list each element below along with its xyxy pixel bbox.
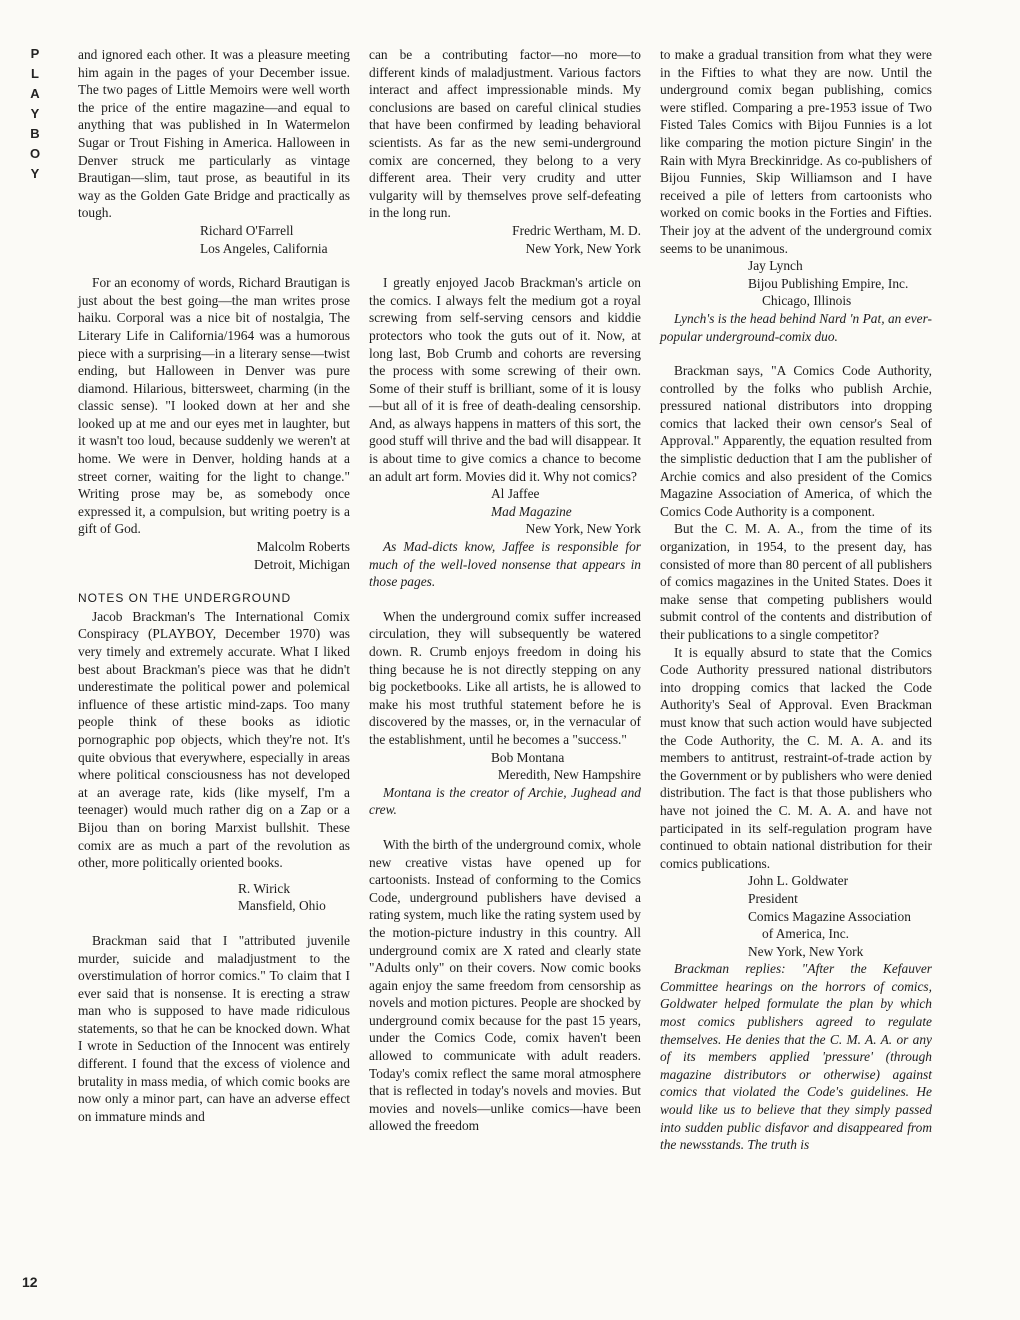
editor-note: As Mad-dicts know, Jaffee is responsible for much of the well-loved nonsense that appears in those pages. bbox=[369, 539, 641, 590]
section-heading: NOTES ON THE UNDERGROUND bbox=[78, 591, 292, 606]
signature-name: John L. Goldwater bbox=[748, 873, 849, 889]
signature-title: President bbox=[748, 890, 798, 906]
signature-name: Al Jaffee bbox=[491, 486, 540, 502]
masthead-letter: Y bbox=[30, 106, 40, 121]
letter-paragraph: With the birth of the underground comix, whole new creative vistas have opened up for cartoonists. Instead of conforming to the Comics Code, underground publishers have devised a rating system, much like the rating system used by the motion-picture industry in this country. All underground comix are X rated and clearly state "Adults only" on their covers. Now comic books again enjoy the same freedom from censorship as novels and motion pictures. People are shocked by underground comix because for the past 15 years, under the Comics Code, comix haven't been allowed to communicate with adult readers. Today's comix reflect the same moral atmosphere that is reflected in today's novels and movies. But movies and novels—unlike comics—have been allowed the freedom bbox=[369, 836, 641, 1134]
signature-name: Malcolm Roberts bbox=[256, 539, 350, 555]
masthead-letter: L bbox=[31, 66, 39, 81]
masthead-letter: B bbox=[30, 126, 40, 141]
signature-name: Bob Montana bbox=[491, 749, 565, 765]
letter-paragraph: But the C. M. A. A., from the time of its organization, in 1954, to the present day, has consisted of more than 80 percent of all publishers of comics magazines in the United States. Does it make sense that competing publishers would submit control of the contents and distribution of their publications to a single competitor? bbox=[660, 521, 932, 642]
letter-paragraph: can be a contributing factor—no more—to different kinds of maladjustment. Various factors interact and affect impressionable minds. My conclusions are based on careful clinical studies that have been confirmed by leading behavioral scientists. As far as the new semi-underground comix are concerned, they belong to a very different area. Their very crudity and utter vulgarity will by themselves prove self-defeating in the long run. bbox=[369, 47, 641, 221]
signature-organization: Bijou Publishing Empire, Inc. bbox=[748, 275, 909, 291]
signature-organization: of America, Inc. bbox=[762, 926, 849, 942]
letter-paragraph: I greatly enjoyed Jacob Brackman's article on the comics. I always felt the medium got a royal screwing from self-serving censors and kiddie protectors who took the guts out of it. Now, at long last, Bob Crumb and cohorts are reversing the process with some screwing of their own. Some of their stuff is brilliant, some of it is lousy—but all of it is free of death-dealing censorship. And, as always happens in matters of this sort, the good stuff will thrive and the bad will disappear. It is about time to give comics a chance to become an adult art form. Movies did it. Why not comics? bbox=[369, 275, 641, 484]
letter-paragraph: Brackman says, "A Comics Code Authority, controlled by the folks who publish Archie, pressured national distributors into dropping comics that lacked their own censor's Seal of Approval." Apparently, the equation resulted from the simplistic deduction that I am the publisher of Archie comics and also president of the Comics Magazine Association of America, of which the Comics Code Authority is a component. bbox=[660, 363, 932, 519]
signature-place: Mansfield, Ohio bbox=[238, 898, 326, 914]
letter-paragraph: to make a gradual transition from what they were in the Fifties to what they are now. Until the underground comix began publishing, comics were stifled. Comparing a pre-1953 issue of Two Fisted Tales Comics with Bijou Funnies is a lot like comparing the motion picture Singin' in the Rain with Myra Breckinridge. As co-publishers of Bijou Funnies, Skip Williamson and I have received a pile of letters from cartoonists who worked on comic books in the Forties and Fifties. Their joy at the advent of the underground comix seems to be unanimous. bbox=[660, 47, 932, 256]
signature-name: Fredric Wertham, M. D. bbox=[512, 222, 641, 238]
signature-name: R. Wirick bbox=[238, 880, 291, 896]
signature-place: New York, New York bbox=[748, 943, 864, 959]
masthead-letter: A bbox=[30, 86, 40, 101]
signature-place: New York, New York bbox=[525, 521, 641, 537]
signature-name: Jay Lynch bbox=[748, 258, 803, 274]
editor-note: Montana is the creator of Archie, Jughead and crew. bbox=[369, 784, 641, 818]
signature-place: Detroit, Michigan bbox=[254, 556, 350, 572]
signature-place: Meredith, New Hampshire bbox=[497, 767, 641, 783]
column-2 bbox=[369, 46, 641, 1135]
signature-place: New York, New York bbox=[525, 240, 641, 256]
column-1 bbox=[78, 46, 350, 1125]
masthead-letter: O bbox=[29, 146, 41, 161]
letter-paragraph: For an economy of words, Richard Brautigan is just about the best going—the man writes prose haiku. Corporal was a nice bit of nostalgia, The Literary Life in California/1964 was a humorous piece with a surprising—in a literary sense—twist ending, but Halloween in Denver was pure diamond. Hilarious, bittersweet, charming (in the classic sense). "I looked down at her and she looked up at me and our eyes met in laughter, but it wasn't too loud, because suddenly we weren't at home. We were in Denver, holding hands at a street corner, waiting for the light to change." Writing prose may be, as somebody once expressed it, a compulsion, but writing poetry is a gift of God. bbox=[78, 275, 350, 537]
masthead-letter: Y bbox=[30, 166, 40, 181]
editor-note: Lynch's is the head behind Nard 'n Pat, an ever-popular underground-comix duo. bbox=[660, 310, 932, 344]
letter-paragraph: It is equally absurd to state that the Comics Code Authority pressured national distributors into dropping comics that lacked the Code Authority's Seal of Approval. Even Brackman must know that such action would have subjected the Code Authority, the C. M. A. A. and its members to antitrust, restraint-of-trade action by the Government or by publishers who were denied distribution. The fact is that those publishers who have not joined the C. M. A. A. and have not participated in its self-regulation program have continued to obtain national distribution for their comics publications. bbox=[660, 644, 932, 871]
letter-paragraph: Brackman said that I "attributed juvenile murder, suicide and maladjustment to the overstimulation of horror comics." To claim that I ever said that is nonsense. It is erecting a straw man who is supposed to have made ridiculous statements, so that he can be knocked down. What I wrote in Seduction of the Innocent was entirely different. I found that the excess of violence and brutality in mass media, of which comic books are now only a minor part, can have an adverse effect on immature minds and bbox=[78, 932, 350, 1124]
editor-note: Brackman replies: "After the Kefauver Committee hearings on the horrors of comics, Goldwater helped formulate the plan by which most comics publishers agreed to regulate themselves. He denies that the C. M. A. A. or any of its members applied 'pressure' (through magazine distributors or otherwise) against comics that violated the Code's guidelines. He would like us to believe that they simply passed into sudden public disfavor and disappeared from the newsstands. The truth is bbox=[660, 961, 932, 1153]
signature-place: Chicago, Illinois bbox=[762, 293, 852, 309]
signature-place: Los Angeles, California bbox=[200, 240, 328, 256]
playboy-masthead bbox=[24, 44, 46, 184]
page-number: 12 bbox=[22, 1274, 38, 1290]
letter-paragraph: Jacob Brackman's The International Comix Conspiracy (PLAYBOY, December 1970) was very timely and extremely accurate. What I liked best about Brackman's piece was that he didn't underestimate the political power and polemical influence of these artistic mind-zaps. Too many people think of these books as idiotic pornographic pop objects, which they're not. It's quite obvious that everywhere, especially in areas where political consciousness has not developed at an average rate, kids (like myself, I'm a teenager) would much rather dig on a Zap or a Bijou than on boring Marxist bullshit. These comix are as much a part of the revolution as other, more politically oriented books. bbox=[78, 608, 350, 871]
masthead-letter: P bbox=[30, 46, 40, 61]
letter-paragraph: and ignored each other. It was a pleasure meeting him again in the pages of your December issue. The two pages of Little Memoirs were well worth the price of the entire magazine—and equal to anything that was published in In Watermelon Sugar or Trout Fishing in America. Halloween in Denver struck me particularly as vintage Brautigan—slim, taut prose, as beautiful in its way as the Golden Gate Bridge and practically as tough. bbox=[78, 47, 350, 221]
signature-name: Richard O'Farrell bbox=[200, 222, 294, 238]
letter-paragraph: When the underground comix suffer increased circulation, they will subsequently be watered down. R. Crumb enjoys freedom in doing his thing because he is not directly stepping on any big pocketbooks. Like all artists, he is allowed to make his most truthful statement before he is discovered by the masses, or, in the vernacular of the establishment, until he becomes a "success." bbox=[369, 608, 641, 747]
signature-magazine: Mad Magazine bbox=[491, 503, 572, 519]
signature-organization: Comics Magazine Association bbox=[748, 908, 911, 924]
column-3 bbox=[660, 46, 932, 1154]
